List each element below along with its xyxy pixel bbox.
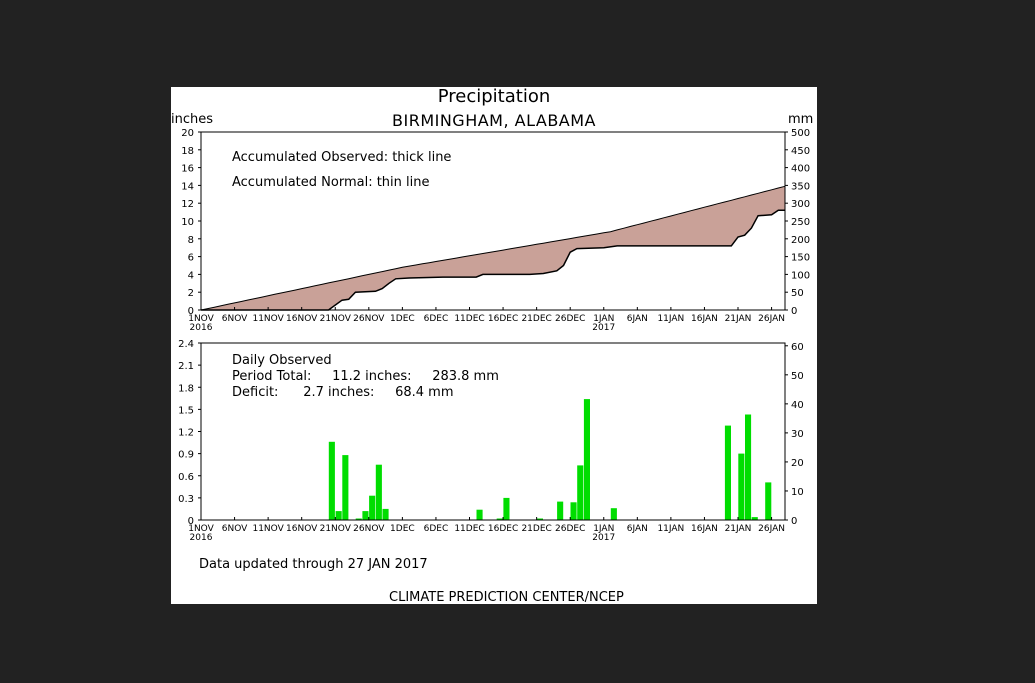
y-tick-label: 1.8	[178, 383, 194, 395]
y-tick-label: 1.5	[178, 405, 194, 417]
y2-tick-label: 350	[791, 181, 811, 193]
x-tick-label: 11DEC	[454, 314, 485, 324]
left-unit-label: inches	[171, 112, 214, 127]
x-tick-label: 6DEC	[423, 314, 449, 324]
daily-bar	[477, 510, 483, 520]
accumulated-chart	[181, 128, 810, 333]
top-x-axis	[188, 307, 785, 333]
x-tick-label: 6NOV	[221, 524, 248, 534]
right-unit-label: mm	[788, 112, 814, 127]
x-tick-label: 6NOV	[221, 314, 248, 324]
x-tick-label: 6JAN	[626, 314, 648, 324]
normal-line	[201, 186, 785, 310]
bottom-y-axis	[178, 339, 201, 527]
y2-tick-label: 0	[791, 306, 798, 317]
y-tick-label: 0.3	[178, 493, 194, 505]
y-tick-label: 18	[181, 145, 194, 157]
x-tick-label: 11JAN	[657, 524, 685, 534]
x-tick-label: 21JAN	[724, 524, 752, 534]
y-tick-label: 10	[181, 217, 194, 228]
top-y-axis	[181, 128, 201, 317]
x-tick-label: 26NOV	[353, 524, 385, 534]
daily-bar	[725, 426, 731, 520]
y2-tick-label: 30	[791, 428, 804, 440]
daily-bar	[611, 508, 617, 520]
credit-footer: CLIMATE PREDICTION CENTER/NCEP	[389, 590, 624, 604]
y-tick-label: 0	[187, 306, 194, 317]
daily-bar	[571, 502, 577, 520]
x-tick-label: 16NOV	[286, 314, 318, 324]
y2-tick-label: 400	[791, 163, 811, 175]
y-tick-label: 2.1	[178, 361, 194, 373]
y-tick-label: 2	[187, 288, 194, 300]
y2-tick-label: 40	[791, 399, 804, 411]
x-tick-year: 2017	[592, 323, 616, 333]
period-total: Period Total: 11.2 inches: 283.8 mm	[232, 369, 499, 384]
x-tick-label: 26DEC	[555, 524, 586, 534]
y2-tick-label: 450	[791, 145, 811, 157]
daily-bar	[376, 465, 382, 520]
daily-bar	[342, 455, 348, 520]
x-tick-label: 1JAN	[593, 314, 615, 324]
daily-bars	[329, 399, 772, 520]
y2-tick-label: 150	[791, 252, 811, 264]
y-tick-label: 16	[181, 163, 194, 175]
y2-tick-label: 300	[791, 199, 811, 211]
x-tick-label: 26JAN	[758, 524, 785, 534]
daily-bar	[336, 511, 342, 520]
y2-tick-label: 60	[791, 341, 804, 353]
y-tick-label: 4	[187, 270, 194, 282]
daily-bar	[369, 496, 375, 520]
daily-bar	[362, 511, 368, 520]
daily-bar	[329, 442, 335, 520]
daily-bar	[503, 498, 509, 520]
x-tick-label: 11JAN	[657, 314, 685, 324]
y2-tick-label: 0	[791, 516, 798, 527]
x-tick-label: 16DEC	[487, 524, 519, 534]
x-tick-label: 16JAN	[691, 314, 718, 324]
y-tick-label: 2.4	[178, 339, 194, 350]
y2-tick-label: 250	[791, 217, 811, 228]
x-tick-label: 21JAN	[724, 314, 752, 324]
chart-panel	[171, 87, 817, 604]
legend-observed: Accumulated Observed: thick line	[232, 150, 452, 165]
x-tick-label: 26JAN	[758, 314, 785, 324]
y2-tick-label: 50	[791, 370, 804, 382]
y-tick-label: 0	[187, 516, 194, 527]
y-tick-label: 20	[181, 128, 194, 139]
y2-tick-label: 200	[791, 234, 811, 246]
legend-daily: Daily Observed	[232, 353, 332, 368]
daily-bar	[738, 454, 744, 520]
daily-bar	[584, 399, 590, 520]
legend-normal: Accumulated Normal: thin line	[232, 175, 430, 190]
x-tick-label: 21DEC	[521, 314, 552, 324]
y-tick-label: 0.9	[178, 449, 194, 461]
bottom-x-axis	[188, 517, 785, 543]
y-tick-label: 8	[187, 234, 194, 246]
top-y2-axis	[785, 128, 810, 317]
daily-bar	[745, 415, 751, 521]
x-tick-label: 26DEC	[555, 314, 586, 324]
x-tick-label: 6JAN	[626, 524, 648, 534]
y-tick-label: 6	[187, 252, 194, 264]
x-tick-label: 1NOV	[188, 314, 214, 324]
chart-title: Precipitation	[437, 87, 551, 107]
x-tick-label: 26NOV	[353, 314, 385, 324]
x-tick-label: 1DEC	[390, 314, 415, 324]
y2-tick-label: 10	[791, 486, 804, 498]
y2-tick-label: 50	[791, 288, 804, 300]
chart-canvas	[171, 87, 817, 604]
x-tick-label: 1NOV	[188, 524, 214, 534]
x-tick-label: 1JAN	[593, 524, 615, 534]
daily-bar	[765, 482, 771, 520]
x-tick-label: 6DEC	[423, 524, 449, 534]
x-tick-label: 16JAN	[691, 524, 718, 534]
daily-bar	[557, 502, 563, 520]
x-tick-label: 11NOV	[252, 314, 284, 324]
daily-chart	[178, 339, 804, 543]
y2-tick-label: 20	[791, 457, 804, 469]
y-tick-label: 0.6	[178, 471, 194, 483]
data-updated-note: Data updated through 27 JAN 2017	[199, 557, 428, 572]
deficit-summary: Deficit: 2.7 inches: 68.4 mm	[232, 385, 454, 400]
y2-tick-label: 100	[791, 270, 811, 282]
x-tick-label: 11NOV	[252, 524, 284, 534]
y-tick-label: 1.2	[178, 427, 194, 439]
x-tick-label: 16NOV	[286, 524, 318, 534]
y2-tick-label: 500	[791, 128, 811, 139]
x-tick-label: 21NOV	[319, 314, 351, 324]
x-tick-label: 21DEC	[521, 524, 552, 534]
x-tick-label: 1DEC	[390, 524, 415, 534]
bottom-y2-axis	[785, 342, 804, 527]
x-tick-year: 2016	[189, 323, 213, 333]
x-tick-label: 11DEC	[454, 524, 485, 534]
chart-subtitle: BIRMINGHAM, ALABAMA	[392, 111, 596, 130]
y-tick-label: 14	[181, 181, 194, 193]
y-tick-label: 12	[181, 199, 194, 211]
x-tick-label: 21NOV	[319, 524, 351, 534]
daily-bar	[383, 509, 389, 520]
x-tick-year: 2016	[189, 533, 213, 543]
daily-bar	[577, 465, 583, 520]
x-tick-label: 16DEC	[487, 314, 519, 324]
x-tick-year: 2017	[592, 533, 616, 543]
